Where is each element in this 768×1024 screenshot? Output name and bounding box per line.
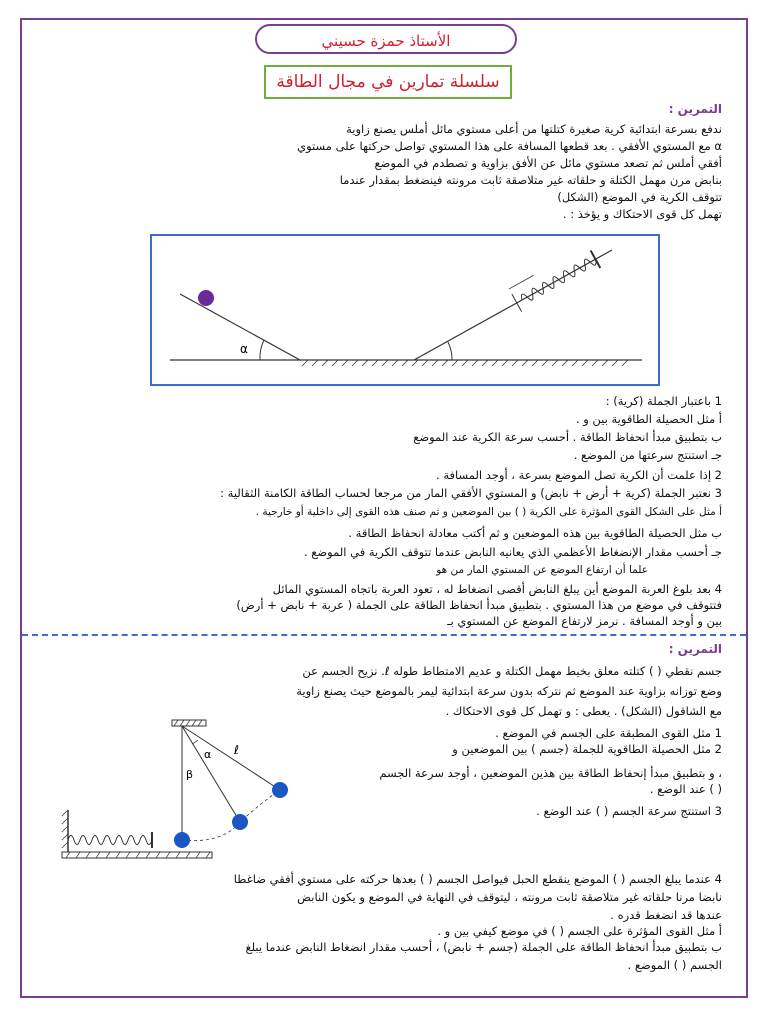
ex1-question: 3 نعتبر الجملة (كرية + أرض + نابض) و المستوي الأفقي المار من مرجعا لحساب الطاقة الكامنة الثقالية : <box>220 486 722 500</box>
incline-right <box>414 250 612 360</box>
ex2-question: ، و بتطبيق مبدأ إنحفاظ الطاقة بين هذين الموضعين ، أوجد سرعة الجسم <box>379 766 722 780</box>
ex1-question: فتتوقف في موضع من هذا المستوي . بتطبيق مبدأ انحفاظ الطاقة على الجملة ( عربة + نابض + أرض) <box>236 598 722 612</box>
figure-1-drawing <box>152 236 658 384</box>
ex2-text-line: جسم نقطي ( ) كتلته معلق بخيط مهمل الكتلة و عديم الامتطاط طوله ℓ. نزيح الجسم عن <box>302 664 722 678</box>
figure-2-drawing <box>22 714 300 862</box>
ex1-question: جـ أحسب مقدار الإنضغاط الأعظمي الذي يعانيه النابض عندما تتوقف الكرية في الموضع . <box>303 545 722 559</box>
ball <box>198 290 214 306</box>
ex1-question: أ مثل على الشكل القوى المؤثرة على الكرية ( ) بين الموضعين و ثم صنف هذه القوى إلى داخلية أو خارجية . <box>255 506 722 518</box>
alpha-label: α <box>240 342 248 356</box>
ex2-question: 1 مثل القوى المطبقة على الجسم في الموضع . <box>495 726 722 740</box>
ex1-question: ب مثل الحصيلة الطاقوية بين هذه الموضعين و ثم أكتب معادلة انحفاظ الطاقة . <box>348 526 722 540</box>
length-label: ℓ <box>234 743 239 757</box>
ex2-question: ب بتطبيق مبدأ انحفاظ الطاقة على الجملة (جسم + نابض) ، أحسب مقدار انضغاط النابض عندما يبلغ <box>245 940 722 954</box>
alpha-label: α <box>204 748 212 761</box>
ex1-text-line: ندفع بسرعة ابتدائية كرية صغيرة كتلتها من أعلى مستوي مائل أملس يصنع زاوية <box>346 122 722 136</box>
exercise-1-heading: التمرين : <box>668 102 722 116</box>
ex1-question: 1 باعتبار الجملة (كرية) : <box>605 394 722 408</box>
ex2-question: 2 مثل الحصيلة الطاقوية للجملة (جسم ) بين الموضعين و <box>452 742 722 756</box>
ex1-question: بين و أوجد المسافة . نرمز لارتفاع الموضع عن المستوي بـ <box>447 614 722 628</box>
ex1-question: جـ استنتج سرعتها من الموضع . <box>573 448 722 462</box>
spring <box>68 836 152 845</box>
ex2-question: 3 استنتج سرعة الجسم ( ) عند الوضع . <box>536 804 722 818</box>
ex2-text-line: وضع توزانه بزاوية عند الموضع ثم نتركه بدون سرعة ابتدائية ليمر بالموضع حيث يصنع زاوية <box>296 684 722 698</box>
spring <box>509 245 600 311</box>
ex2-question: 4 عندما يبلغ الجسم ( ) الموضع ينقطع الحبل فيواصل الجسم ( ) بعدها حركته على مستوي أفقي ضاغطا <box>233 872 722 886</box>
ex1-text-line: بنابض مرن مهمل الكتلة و حلقاته غير متلاصقة ثابت مرونته فينضغط بمقدار عندما <box>339 173 722 187</box>
ex1-question: 4 بعد بلوغ العربة الموضع أين يبلغ النابض أقصى انضغاط له ، تعود العربة باتجاه المستوي المائل <box>272 582 722 596</box>
exercise-2-heading: التمرين : <box>668 642 722 656</box>
ex1-question: أ مثل الحصيلة الطاقوية بين و . <box>575 412 722 426</box>
ex2-question: نابضا مرنا حلقاته غير متلاصقة ثابت مرونته ، ليتوقف في النهاية في الموضع و يكون النابض <box>297 890 722 904</box>
bob-position-a <box>174 832 190 848</box>
ex2-question: الجسم ( ) الموضع . <box>627 958 722 972</box>
ex2-question: عندها قد انضغط قدره . <box>610 908 722 922</box>
bob-position-c <box>272 782 288 798</box>
ex2-question: ( ) عند الوضع . <box>649 782 722 796</box>
section-divider <box>22 634 746 636</box>
figure-2 <box>22 714 300 862</box>
ex1-question: 2 إذا علمت أن الكرية تصل الموضع بسرعة ، أوجد المسافة . <box>436 468 722 482</box>
ex1-text-line: أفقي أملس ثم تصعد مستوي مائل عن الأفق بزاوية و تصطدم في الموضع <box>374 156 722 170</box>
ex1-text-line: تتوقف الكرية في الموضع (الشكل) <box>557 190 722 204</box>
ex1-note: علما أن ارتفاع الموضع عن المستوي المار من هو <box>436 564 648 576</box>
figure-1 <box>150 234 660 386</box>
author-banner: الأستاذ حمزة حسيني <box>255 24 517 54</box>
beta-label: β <box>186 768 194 781</box>
document-title: سلسلة تمارين في مجال الطاقة <box>264 65 512 99</box>
ex1-text-line: تهمل كل قوى الاحتكاك و يؤخذ : . <box>562 207 722 221</box>
bob-position-b <box>232 814 248 830</box>
ex1-question: ب بتطبيق مبدأ انحفاظ الطاقة . أحسب سرعة الكرية عند الموضع <box>413 430 722 444</box>
ex2-text-line: مع الشاقول (الشكل) . يعطى : و تهمل كل قوى الاحتكاك . <box>445 704 722 718</box>
ex1-text-line: α مع المستوي الأفقي . بعد قطعها المسافة على هذا المستوي تواصل حركتها على مستوي <box>297 139 722 153</box>
ex2-question: أ مثل القوى المؤثرة على الجسم ( ) في موضع كيفي بين و . <box>437 924 722 938</box>
